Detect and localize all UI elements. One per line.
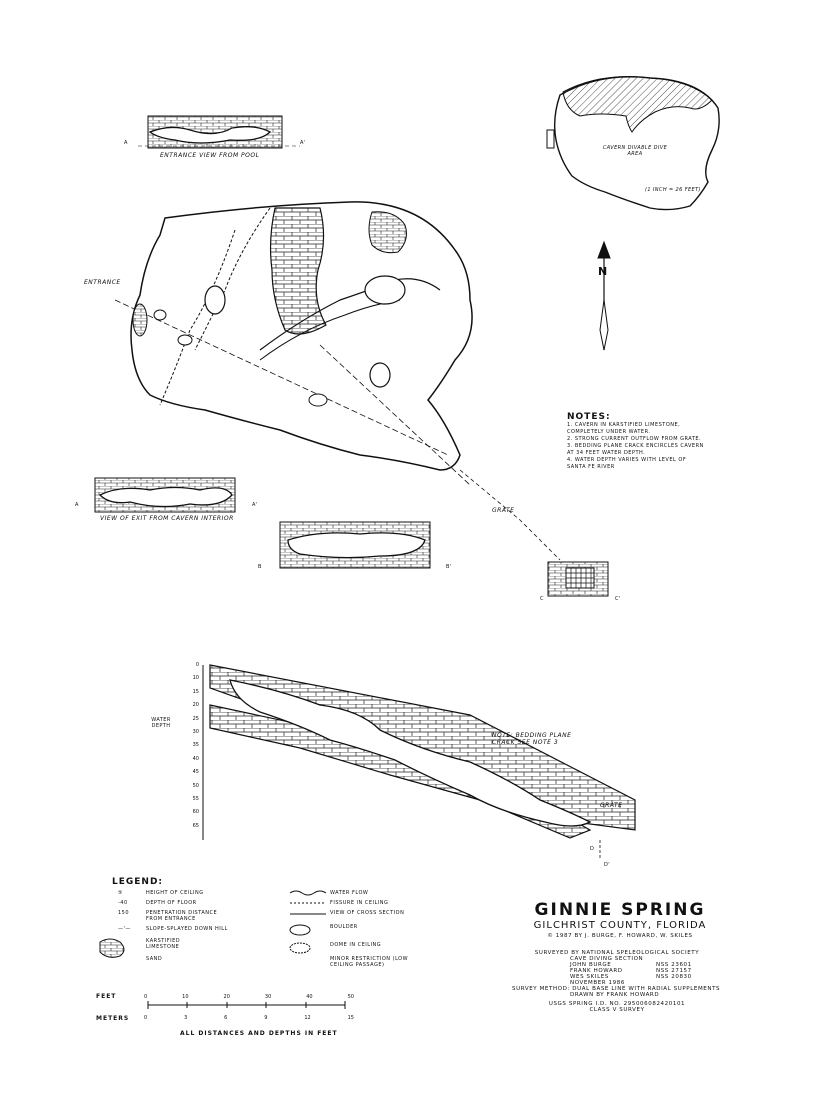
scale-tick: 0 xyxy=(144,1015,148,1021)
legend-item: KARSTIFIED LIMESTONE xyxy=(146,938,181,950)
scale-caption: ALL DISTANCES AND DEPTHS IN FEET xyxy=(180,1030,338,1037)
legend-item: DOME IN CEILING xyxy=(330,942,382,948)
scale-feet-ticks xyxy=(144,994,354,1000)
member-nss: NSS 20830 xyxy=(656,974,692,980)
notes-block xyxy=(567,412,707,471)
exit-view-label: VIEW OF EXIT FROM CAVERN INTERIOR xyxy=(100,515,234,522)
scale-tick: 12 xyxy=(304,1015,311,1021)
drawn-by: DRAWN BY FRANK HOWARD xyxy=(570,992,660,998)
profile-view xyxy=(203,665,635,860)
survey-credits xyxy=(512,950,722,1013)
depth-tick: 50 xyxy=(192,782,199,789)
section-label-d2: D' xyxy=(604,862,611,868)
inset-scale-label: (1 INCH = 26 FEET) xyxy=(645,187,701,193)
section-label-c: C xyxy=(540,596,544,602)
depth-tick: 40 xyxy=(192,755,199,762)
depth-tick: 15 xyxy=(192,688,199,695)
member-name: JOHN BURGE xyxy=(570,962,612,968)
legend-heading: LEGEND: xyxy=(112,877,164,887)
legend-distance-symbol: 150 xyxy=(118,910,130,916)
section-label-d: D xyxy=(590,846,595,852)
scale-tick: 3 xyxy=(184,1015,188,1021)
section-label-c2: C' xyxy=(615,596,621,602)
depth-tick: 10 xyxy=(192,675,199,682)
scale-bars xyxy=(148,1001,345,1009)
legend-left xyxy=(118,890,228,966)
scale-tick: 20 xyxy=(223,994,230,1000)
depth-tick: 30 xyxy=(192,728,199,735)
bedding-note-label: NOTE: BEDDING PLANE CRACK SEE NOTE 3 xyxy=(492,732,572,746)
scale-tick: 15 xyxy=(347,1015,354,1021)
legend-item: PENETRATION DISTANCE FROM ENTRANCE xyxy=(146,910,218,922)
title-block xyxy=(520,900,720,939)
legend-item: SAND xyxy=(146,956,163,962)
exit-cross-section xyxy=(95,478,235,512)
scale-meters-ticks xyxy=(144,1015,354,1021)
usgs-id: USGS SPRING I.D. NO. 295006082420101 xyxy=(548,1001,686,1007)
inset-area-label: CAVERN DIVABLE DIVE AREA xyxy=(602,145,668,157)
note-4: 4. WATER DEPTH VARIES WITH LEVEL OF SANTA FE RIVER xyxy=(567,457,687,470)
legend-item: SLOPE-SPLAYED DOWN HILL xyxy=(146,926,228,932)
notes-heading: NOTES: xyxy=(567,412,611,422)
section-label-a2-exit: A' xyxy=(252,502,258,508)
map-title: GINNIE SPRING xyxy=(534,900,706,920)
member-nss: NSS 23601 xyxy=(656,962,692,968)
entrance-view-label: ENTRANCE VIEW FROM POOL xyxy=(160,152,260,159)
legend-item: HEIGHT OF CEILING xyxy=(146,890,204,896)
depth-tick: 0 xyxy=(195,662,199,668)
grate-profile-label: GRATE xyxy=(600,802,623,809)
survey-by: SURVEYED BY NATIONAL SPELEOLOGICAL SOCIETY xyxy=(534,950,700,956)
entrance-label: ENTRANCE xyxy=(84,279,121,286)
legend-right xyxy=(330,890,420,968)
survey-method: SURVEY METHOD: DUAL BASE LINE WITH RADIAL SUPPLEMENTS xyxy=(512,986,721,992)
member-name: WES SKILES xyxy=(570,974,609,980)
depth-tick: 25 xyxy=(192,715,199,722)
depth-tick: 20 xyxy=(192,702,199,709)
section-label-a-exit: A xyxy=(75,502,79,508)
note-2: 2. STRONG CURRENT OUTFLOW FROM GRATE. xyxy=(567,436,702,442)
grate-cross-section xyxy=(548,562,608,596)
bb-cross-section xyxy=(280,522,430,568)
depth-tick: 65 xyxy=(192,822,199,829)
scale-tick: 9 xyxy=(264,1015,268,1021)
scale-tick: 40 xyxy=(306,994,313,1000)
member-name: FRANK HOWARD xyxy=(570,968,623,974)
scale-tick: 0 xyxy=(144,994,148,1000)
depth-tick: 35 xyxy=(192,742,199,749)
map-subtitle: GILCHRIST COUNTY, FLORIDA xyxy=(533,920,707,931)
legend-ceiling-symbol: ⑤ xyxy=(118,890,123,896)
section-label-a: A xyxy=(124,140,128,146)
depth-tick: 45 xyxy=(192,769,199,776)
scale-tick: 30 xyxy=(264,994,272,1000)
scale-feet-label: FEET xyxy=(96,993,117,1000)
survey-section: CAVE DIVING SECTION xyxy=(570,956,644,962)
legend-item: WATER FLOW xyxy=(330,890,369,896)
north-arrow-icon xyxy=(598,242,610,350)
legend-item: FISSURE IN CEILING xyxy=(330,900,389,906)
legend-item: VIEW OF CROSS SECTION xyxy=(330,910,405,916)
entrance-cross-section xyxy=(138,116,300,148)
scale-tick: 50 xyxy=(347,994,354,1000)
survey-class: CLASS V SURVEY xyxy=(589,1007,645,1013)
scale-tick: 10 xyxy=(182,994,189,1000)
depth-tick: 55 xyxy=(192,795,199,802)
north-label: N xyxy=(598,265,608,278)
legend-item: BOULDER xyxy=(330,924,358,930)
note-3: 3. BEDDING PLANE CRACK ENCIRCLES CAVERN AT 34 FEET WATER DEPTH. xyxy=(567,443,704,456)
note-1: 1. CAVERN IN KARSTIFIED LIMESTONE, COMPLETELY UNDER WATER. xyxy=(567,422,681,435)
section-label-b2: B' xyxy=(446,564,452,570)
depth-axis xyxy=(185,662,199,836)
grate-label: GRATE xyxy=(492,507,515,514)
scale-tick: 6 xyxy=(224,1015,228,1021)
legend-item: DEPTH OF FLOOR xyxy=(146,900,197,906)
depth-tick: 60 xyxy=(192,809,199,816)
section-label-a2: A' xyxy=(300,140,306,146)
water-depth-label: WATER DEPTH xyxy=(151,717,171,729)
section-label-b: B xyxy=(258,564,262,570)
scale-meters-label: METERS xyxy=(96,1015,130,1022)
legend-item: MINOR RESTRICTION (LOW CEILING PASSAGE) xyxy=(330,956,409,968)
copyright-line: © 1987 BY J. BURGE, F. HOWARD, W. SKILES xyxy=(547,933,693,939)
member-nss: NSS 27157 xyxy=(656,968,692,974)
legend-floor-symbol: -40 xyxy=(118,900,128,906)
legend-slope-symbol: —'— xyxy=(118,926,131,932)
survey-date: NOVEMBER 1986 xyxy=(570,980,625,986)
